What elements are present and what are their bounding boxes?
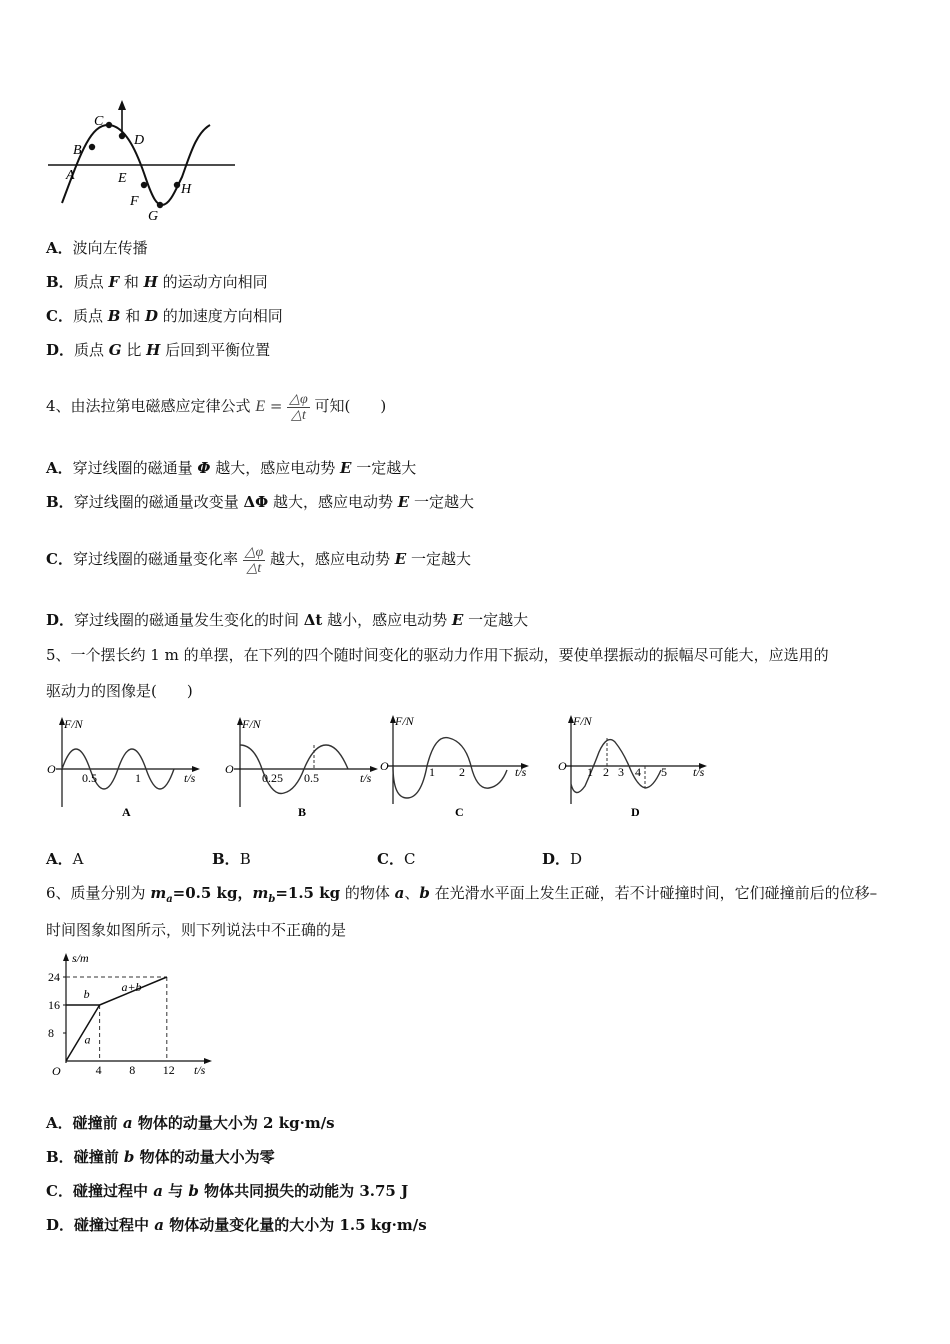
wave-label-b: B: [73, 143, 82, 158]
origin-label: O: [52, 1064, 61, 1078]
var-e: E: [397, 493, 410, 511]
wave-figure: [40, 95, 245, 225]
y-label: F/N: [395, 714, 414, 728]
option-letter: C．: [46, 307, 73, 325]
option-letter: B．: [46, 1148, 74, 1166]
var-a: a: [394, 884, 405, 902]
wave-point-b: [89, 144, 95, 150]
question-text: 6、质量分别为: [46, 884, 151, 902]
formula-den: △t: [291, 407, 306, 423]
option-letter: A．: [46, 459, 73, 477]
sub-a: a: [166, 894, 173, 905]
tick-label: 2: [603, 765, 609, 779]
option-text: 越小，感应电动势: [322, 611, 452, 629]
option-letter: C．: [46, 1182, 73, 1200]
option-letter: D．: [46, 611, 75, 629]
option-letter: A．: [46, 850, 73, 868]
var-e: E: [394, 550, 407, 568]
var-delta-phi: ΔΦ: [243, 493, 269, 511]
var-a: a: [154, 1216, 164, 1234]
series-line-a: [66, 1005, 100, 1061]
q4-option-d[interactable]: [46, 609, 528, 630]
var-h: H: [143, 273, 158, 291]
option-text: 碰撞过程中: [72, 1182, 154, 1200]
option-text: 碰撞过程中: [74, 1216, 155, 1234]
st-chart: [44, 948, 224, 1080]
q6-stem-line1: [46, 882, 877, 905]
tick-label: 4: [635, 765, 641, 779]
option-text: 波向左传播: [72, 239, 148, 257]
x-label: t/s: [360, 771, 372, 785]
option-text: 物体动量变化量的大小为 1.5 kg·m/s: [163, 1216, 427, 1234]
var-b: b: [123, 1148, 135, 1166]
tick-label: 0.5: [82, 771, 97, 785]
rate-fraction: [243, 545, 266, 576]
x-label: t/s: [194, 1063, 206, 1077]
var-f: F: [108, 273, 120, 291]
q3-option-d[interactable]: [46, 339, 270, 360]
drive-graph-b: [222, 712, 387, 824]
origin-label: O: [558, 759, 567, 773]
q4-option-b[interactable]: [46, 491, 474, 512]
graph-caption: B: [298, 805, 307, 819]
q6-stem-line2: 时间图象如图所示，则下列说法中不正确的是: [46, 921, 347, 939]
wave-label-g: G: [148, 209, 159, 224]
option-text: 越大，感应电动势: [268, 493, 398, 511]
option-text: 一定越大: [463, 611, 529, 629]
option-text: 的加速度方向相同: [157, 307, 283, 325]
wave-label-a: A: [66, 168, 75, 183]
origin-label: O: [380, 759, 389, 773]
series-label: a: [84, 1032, 91, 1047]
q4-option-a[interactable]: [46, 457, 416, 478]
option-text: 碰撞前: [73, 1148, 124, 1166]
var-b: b: [419, 884, 430, 902]
q5-option-c[interactable]: [377, 848, 415, 869]
option-letter: D．: [46, 341, 75, 359]
sine-curve: [393, 738, 507, 798]
q3-option-a[interactable]: [46, 237, 148, 258]
tick-label: 5: [661, 765, 667, 779]
x-tick-label: 8: [129, 1063, 136, 1077]
option-text: A: [72, 850, 84, 868]
var-m: m: [150, 884, 167, 902]
option-text: 一定越大: [351, 459, 417, 477]
wave-label-f: F: [130, 194, 139, 209]
q6-option-d[interactable]: [46, 1214, 427, 1235]
var-b: B: [107, 307, 121, 325]
wave-label-e: E: [118, 171, 127, 186]
var-h: H: [146, 341, 161, 359]
option-text: 和: [120, 307, 145, 325]
q5-option-d[interactable]: [542, 848, 582, 869]
graph-caption: D: [631, 805, 640, 819]
option-text: 质点: [74, 341, 109, 359]
var-a: a: [122, 1114, 133, 1132]
option-text: 碰撞前: [72, 1114, 123, 1132]
x-tick-label: 12: [162, 1063, 175, 1077]
var-e: E: [451, 611, 464, 629]
formula-lhs: E: [255, 398, 266, 415]
tick-label: 3: [618, 765, 624, 779]
var-m: m: [252, 884, 269, 902]
series-label: a+b: [121, 980, 142, 994]
wave-point-d: [119, 133, 125, 139]
q5-option-b[interactable]: [212, 848, 251, 869]
option-letter: B．: [212, 850, 240, 868]
option-letter: A．: [46, 239, 73, 257]
drive-graph-a: [44, 712, 209, 824]
fraction-den: △t: [246, 560, 262, 576]
option-text: 越大，感应电动势: [265, 550, 395, 568]
option-text: 与: [162, 1182, 189, 1200]
y-tick-label: 8: [48, 1026, 54, 1040]
x-tick-label: 4: [95, 1063, 102, 1077]
mass-a-value: =0.5 kg，: [172, 884, 253, 902]
q5-option-a[interactable]: [46, 848, 83, 869]
x-label: t/s: [515, 765, 527, 779]
mass-b-value: =1.5 kg: [275, 884, 341, 902]
tick-label: 1: [135, 771, 141, 785]
option-text: 一定越大: [409, 493, 474, 511]
x-label: t/s: [693, 765, 705, 779]
q6-option-c[interactable]: [46, 1180, 408, 1201]
separator: 、: [404, 884, 420, 902]
var-d: D: [144, 307, 158, 325]
y-label: F/N: [64, 717, 83, 731]
tick-label: 2: [459, 765, 465, 779]
y-tick-label: 24: [48, 970, 60, 984]
var-g: G: [108, 341, 122, 359]
question-tail: 可知( ): [314, 397, 387, 415]
var-phi: Φ: [197, 459, 211, 477]
option-text: 物体共同损失的动能为 3.75 J: [198, 1182, 409, 1200]
option-text: 和: [119, 273, 144, 291]
q6-option-a[interactable]: [46, 1112, 335, 1133]
formula-num: △φ: [289, 391, 308, 407]
option-letter: B．: [46, 493, 74, 511]
origin-label: O: [225, 762, 234, 776]
tick-label: 0.25: [262, 771, 283, 785]
option-text: 后回到平衡位置: [160, 341, 271, 359]
var-e: E: [340, 459, 352, 477]
q4-stem: [46, 382, 386, 431]
option-text: 质点: [73, 273, 109, 291]
origin-label: O: [47, 762, 56, 776]
var-b: b: [188, 1182, 199, 1200]
q4-option-c[interactable]: [46, 524, 471, 594]
wave-point-h: [174, 182, 180, 188]
var-delta-t: Δt: [303, 611, 323, 629]
wave-label-h: H: [181, 182, 192, 197]
y-label: F/N: [242, 717, 261, 731]
option-text: 越大，感应电动势: [210, 459, 341, 477]
y-label: F/N: [573, 714, 592, 728]
var-a: a: [153, 1182, 163, 1200]
q3-option-c[interactable]: [46, 305, 283, 326]
option-text: D: [570, 850, 583, 868]
wave-point-c: [106, 122, 112, 128]
question-text: 在光滑水平面上发生正碰，若不计碰撞时间，它们碰撞前后的位移–: [429, 884, 878, 902]
wave-label-d: D: [134, 133, 145, 148]
option-text: 的运动方向相同: [157, 273, 268, 291]
option-letter: C．: [377, 850, 404, 868]
y-arrow: [63, 953, 69, 961]
formula-eq: =: [269, 397, 283, 415]
option-text: 物体的动量大小为 2 kg·m/s: [132, 1114, 335, 1132]
y-label: s/m: [72, 951, 89, 965]
option-text: 物体的动量大小为零: [134, 1148, 275, 1166]
option-letter: B．: [46, 273, 74, 291]
wave-label-c: C: [94, 114, 104, 129]
tick-label: 1: [587, 765, 593, 779]
option-text: 穿过线圈的磁通量改变量: [73, 493, 244, 511]
option-text: 一定越大: [406, 550, 472, 568]
q3-option-b[interactable]: [46, 271, 268, 292]
question-text: 4、由法拉第电磁感应定律公式: [46, 397, 251, 415]
option-letter: C．: [46, 550, 73, 568]
option-text: 比: [121, 341, 147, 359]
q5-stem-line2: 驱动力的图像是( ): [46, 682, 193, 700]
q6-option-b[interactable]: [46, 1146, 275, 1167]
option-text: 质点: [72, 307, 108, 325]
tick-label: 0.5: [304, 771, 319, 785]
option-text: 穿过线圈的磁通量发生变化的时间: [74, 611, 304, 629]
option-letter: D．: [46, 1216, 75, 1234]
wave-point-g: [157, 202, 163, 208]
x-label: t/s: [184, 771, 196, 785]
drive-graph-d: [555, 708, 720, 824]
fraction-num: △φ: [244, 544, 264, 560]
option-letter: A．: [46, 1114, 73, 1132]
option-text: 穿过线圈的磁通量变化率: [72, 550, 243, 568]
option-text: B: [239, 850, 251, 868]
wave-point-f: [141, 182, 147, 188]
tick-label: 1: [429, 765, 435, 779]
formula-fraction: [287, 392, 310, 423]
option-text: C: [403, 850, 416, 868]
graph-caption: A: [122, 805, 131, 819]
option-letter: D．: [542, 850, 571, 868]
series-label: b: [83, 987, 90, 1001]
question-text: 的物体: [340, 884, 395, 902]
drive-graph-c: [377, 708, 542, 824]
sub-b: b: [268, 894, 276, 905]
wave-arrow-head: [118, 100, 126, 110]
option-text: 穿过线圈的磁通量: [72, 459, 198, 477]
y-tick-label: 16: [48, 998, 60, 1012]
graph-caption: C: [455, 805, 464, 819]
q5-stem-line1: 5、一个摆长约 1 m 的单摆，在下列的四个随时间变化的驱动力作用下振动，要使单摆振动的振幅尽可能大，应选用的: [46, 646, 829, 664]
